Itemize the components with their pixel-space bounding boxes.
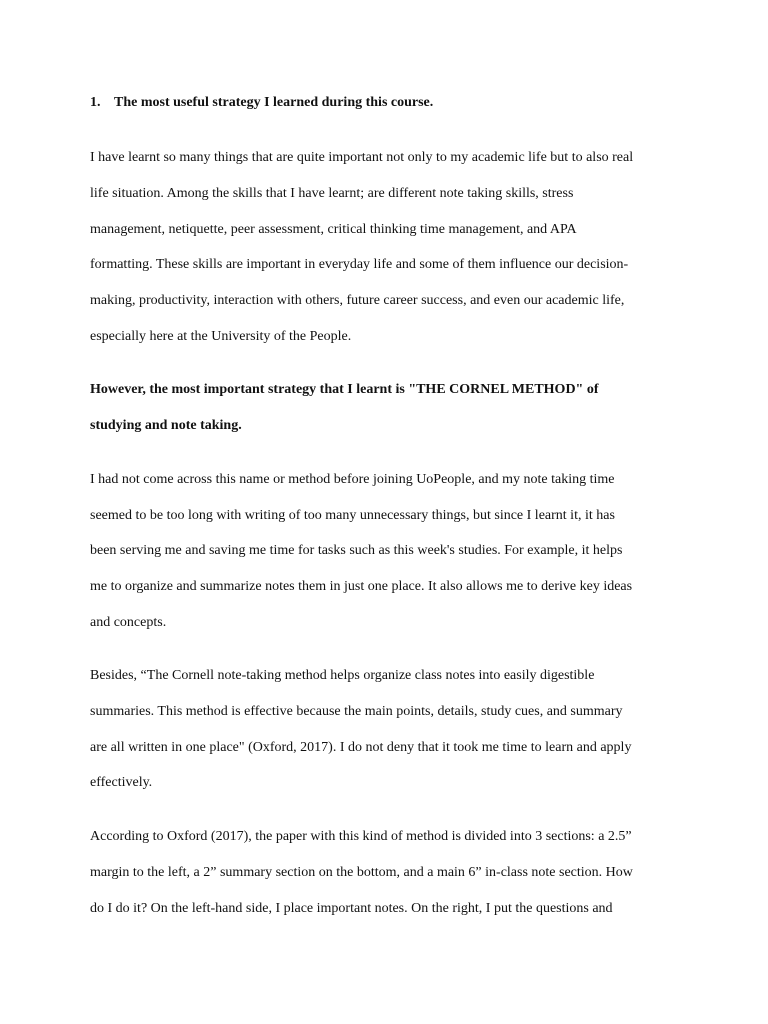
paragraph-3-line-3: been serving me and saving me time for tasks such as this week's studies. For example, it helps (90, 543, 623, 558)
paragraph-4-line-1: Besides, “The Cornell note-taking method helps organize class notes into easily digestible (90, 668, 595, 683)
heading-number: 1. (90, 95, 101, 110)
paragraph-3-line-2: seemed to be too long with writing of too many unnecessary things, but since I learnt it, it has (90, 508, 615, 523)
paragraph-5-line-1: According to Oxford (2017), the paper with this kind of method is divided into 3 sections: a 2.5” (90, 829, 632, 844)
paragraph-1-line-3: management, netiquette, peer assessment, critical thinking time management, and APA (90, 222, 577, 237)
paragraph-4-line-3: are all written in one place" (Oxford, 2017). I do not deny that it took me time to learn and apply (90, 740, 632, 755)
paragraph-1-line-2: life situation. Among the skills that I have learnt; are different note taking skills, stress (90, 186, 574, 201)
section-heading: The most useful strategy I learned during this course. (114, 95, 434, 110)
paragraph-4-line-4: effectively. (90, 775, 153, 790)
paragraph-5-line-3: do I do it? On the left-hand side, I place important notes. On the right, I put the questions and (90, 901, 613, 916)
paragraph-2-line-2: studying and note taking. (90, 418, 242, 433)
paragraph-2-line-1: However, the most important strategy that I learnt is "THE CORNEL METHOD" of (90, 382, 599, 397)
paragraph-3-line-1: I had not come across this name or method before joining UoPeople, and my note taking time (90, 472, 615, 487)
paragraph-3-line-5: and concepts. (90, 615, 167, 630)
paragraph-1-line-5: making, productivity, interaction with others, future career success, and even our academic life, (90, 293, 625, 308)
paragraph-5-line-2: margin to the left, a 2” summary section on the bottom, and a main 6” in-class note section. How (90, 865, 633, 880)
paragraph-1-line-1: I have learnt so many things that are quite important not only to my academic life but to also real (90, 150, 634, 165)
paragraph-1-line-6: especially here at the University of the People. (90, 329, 352, 344)
paragraph-4-line-2: summaries. This method is effective because the main points, details, study cues, and summary (90, 704, 623, 719)
paragraph-3-line-4: me to organize and summarize notes them in just one place. It also allows me to derive key ideas (90, 579, 633, 594)
paragraph-1-line-4: formatting. These skills are important in everyday life and some of them influence our decision- (90, 257, 629, 272)
